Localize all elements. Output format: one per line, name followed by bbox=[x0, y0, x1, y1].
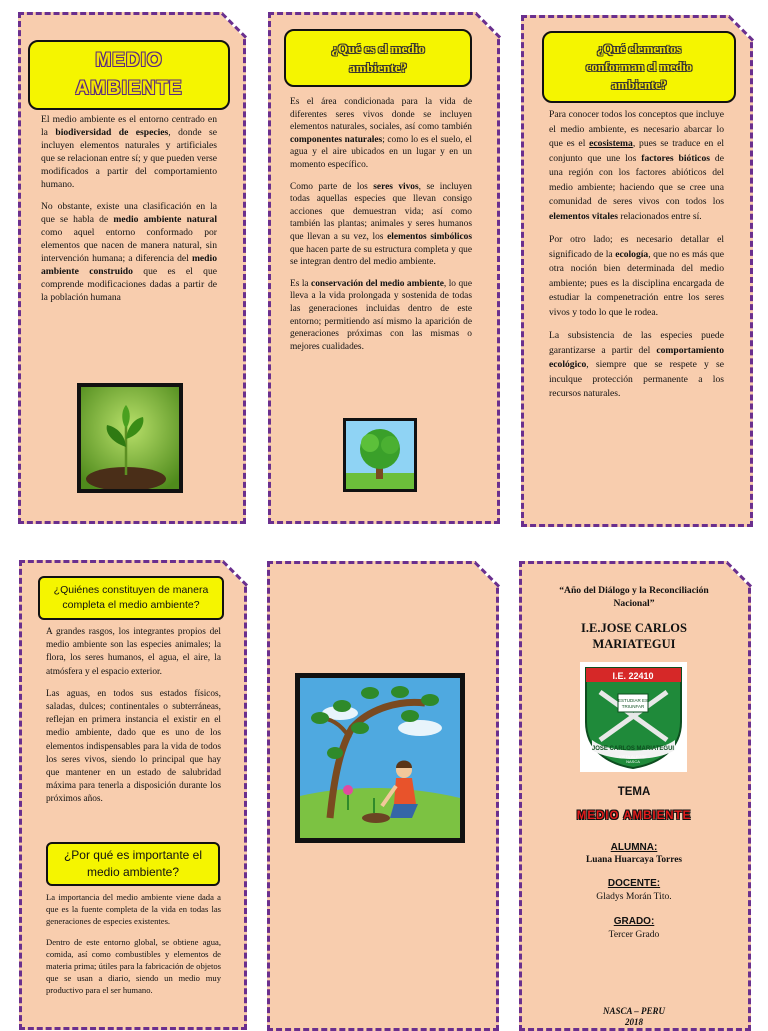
tree-icon bbox=[346, 421, 414, 489]
title-box-que-es bbox=[284, 29, 472, 87]
paragraph: Es el área condicionada para la vida de diferentes seres vivos donde se incluyen elementos naturales, sociales, así como también componentes naturales; como lo es el suelo, el agua y el aire ubicados en un lugar y en un momento específico. bbox=[290, 97, 472, 170]
panel4-text-bottom bbox=[46, 891, 221, 1005]
title-line: completa el medio ambiente? bbox=[62, 599, 200, 611]
school-crest-icon bbox=[580, 662, 687, 772]
alumna-value: Luana Huarcaya Torres bbox=[585, 855, 683, 865]
title-line: conforman el medio bbox=[585, 60, 693, 74]
paragraph: Las aguas, en todos sus estados físicos, saladas, dulces; continentales o subterráneas, reflejan en primera instancia el existir en el medio ambiente, dado que es uno de los elementos indispensables para la vida de todos los seres vivos, siendo lo principal que hay que mantener en un estado de salubridad máxima para tenerla a disposición durante los próximos años. bbox=[46, 688, 221, 805]
title-box-medio-ambiente bbox=[28, 40, 230, 110]
year-text: 2018 bbox=[625, 1017, 643, 1027]
panel-corner bbox=[221, 0, 271, 39]
panel2-text bbox=[290, 96, 472, 362]
grado-label: GRADO: bbox=[613, 916, 655, 927]
title-box-elementos bbox=[542, 31, 736, 103]
logo-motto-text: TRIUNFAR bbox=[621, 704, 645, 709]
paragraph: El medio ambiente es el entorno centrado en la biodiversidad de especies, donde se incluyen elementos naturales y artificiales que se relacionan entre sí; y que pueden verse modificados a partir del comportamiento humano. bbox=[41, 114, 217, 190]
docente-value: Gladys Morán Tito. bbox=[596, 891, 672, 902]
panel-corner bbox=[222, 536, 272, 586]
title-line: ambiente? bbox=[611, 78, 667, 92]
grado-value: Tercer Grado bbox=[608, 929, 660, 940]
year-motto-line: Nacional” bbox=[613, 598, 655, 609]
panel3-text bbox=[549, 108, 724, 411]
planting-icon bbox=[300, 678, 460, 838]
paragraph: Para conocer todos los conceptos que incluye el medio ambiente, es necesario abarcar lo que es el ecosistema, pues se traduce en el conjunto que une los factores bióticos de una región con los factores abióticos del medio ambiente; haciendo que se cree una comunidad de seres vivos con todos los elementos vitales relacionados entre sí. bbox=[549, 109, 724, 222]
panel4-text-top bbox=[46, 626, 221, 816]
school-name bbox=[524, 620, 744, 652]
school-line: MARIATEGUI bbox=[592, 637, 676, 651]
docente-label: DOCENTE: bbox=[607, 878, 661, 889]
paragraph: La importancia del medio ambiente viene dada a que es la fuente completa de la vida en todas las generaciones de especies existentes. bbox=[46, 892, 221, 926]
tree-clipart bbox=[343, 418, 417, 492]
cover-year-motto bbox=[524, 584, 744, 610]
year-motto-line: “Año del Diálogo y la Reconciliación bbox=[559, 585, 709, 596]
school-logo bbox=[580, 662, 687, 772]
paragraph: Como parte de los seres vivos, se incluyen todas aquellas especies que llevan consigo acciones que demuestran vida; así como también las plantas; animales y seres humanos que llevan a su vez, los elementos simbólicos que hacen parte de su estructura completa y que se integran dentro del medio ambiente. bbox=[290, 181, 472, 268]
paragraph: Por otro lado; es necesario detallar el significado de la ecología, que no es más que otra noción bien determinada del medio ambiente; pues es la disciplina encargada de estudiar la compenetración entre los seres vivos y todo lo que le rodea. bbox=[549, 234, 724, 318]
panel-corner bbox=[726, 537, 768, 587]
title-line: ¿Quiénes constituyen de manera bbox=[53, 584, 209, 596]
title-line: ambiente? bbox=[349, 60, 407, 75]
child-planting-tree-clipart bbox=[295, 673, 465, 843]
tema-label: TEMA bbox=[617, 786, 651, 798]
paragraph: Es la conservación del medio ambiente, lo que lleva a la vida prolongada y sostenida de todas las generaciones incluidas dentro de este entorno; permitiendo así mismo la aparición de generaciones próximas con las mismas o mejores cualidades. bbox=[290, 278, 472, 352]
title-line: medio ambiente? bbox=[86, 865, 180, 879]
panel1-text bbox=[41, 113, 217, 313]
panel-corner bbox=[475, 0, 525, 39]
school-line: I.E.JOSE CARLOS bbox=[581, 621, 687, 635]
title-line: AMBIENTE bbox=[75, 78, 183, 99]
panel-corner bbox=[474, 537, 524, 587]
seedling-photo bbox=[77, 383, 183, 493]
paragraph: La subsistencia de las especies puede garantizarse a partir del comportamiento ecológico, siempre que se respete y se inculque protección permanente a los recursos naturales. bbox=[549, 330, 724, 399]
title-box-quienes bbox=[38, 576, 224, 620]
alumna-label: ALUMNA: bbox=[610, 842, 658, 853]
logo-motto-text: ESTUDIAR ES bbox=[617, 698, 649, 703]
tema-value: MEDIO AMBIENTE bbox=[576, 810, 692, 822]
title-box-importante bbox=[46, 842, 220, 886]
logo-top-text: I.E. 22410 bbox=[612, 671, 654, 681]
paragraph: A grandes rasgos, los integrantes propios del medio ambiente son las especies animales; la flora, los seres humanos, el agua, el aire, la atmósfera y el espacio exterior. bbox=[46, 627, 221, 677]
seedling-icon bbox=[81, 387, 179, 489]
title-line: MEDIO bbox=[95, 50, 163, 71]
paragraph: Dentro de este entorno global, se obtiene agua, comida, así como combustibles y elementos de materia prima; útiles para la fabricación de objetos que se usan a diario, siendo un medio muy productivo para el ser humano. bbox=[46, 937, 221, 995]
title-line: ¿Por qué es importante el bbox=[63, 848, 203, 862]
logo-place-text: VISTA ALEGRE bbox=[618, 754, 648, 759]
paragraph: No obstante, existe una clasificación en la que se habla de medio ambiente natural como aquel entorno conformado por elementos que nacen de manera natural, sin intervención humana; a diferencia del medio ambiente construido que es el que comprende modificaciones dadas a partir de la población humana bbox=[41, 201, 217, 303]
logo-name-text: JOSE CARLOS MARIATEGUI bbox=[591, 746, 675, 752]
place-text: NASCA – PERU bbox=[602, 1006, 666, 1016]
title-line: ¿Qué es el medio bbox=[331, 41, 425, 56]
logo-place-text: NASCA bbox=[626, 759, 640, 764]
title-line: ¿Qué elementos bbox=[596, 42, 682, 56]
